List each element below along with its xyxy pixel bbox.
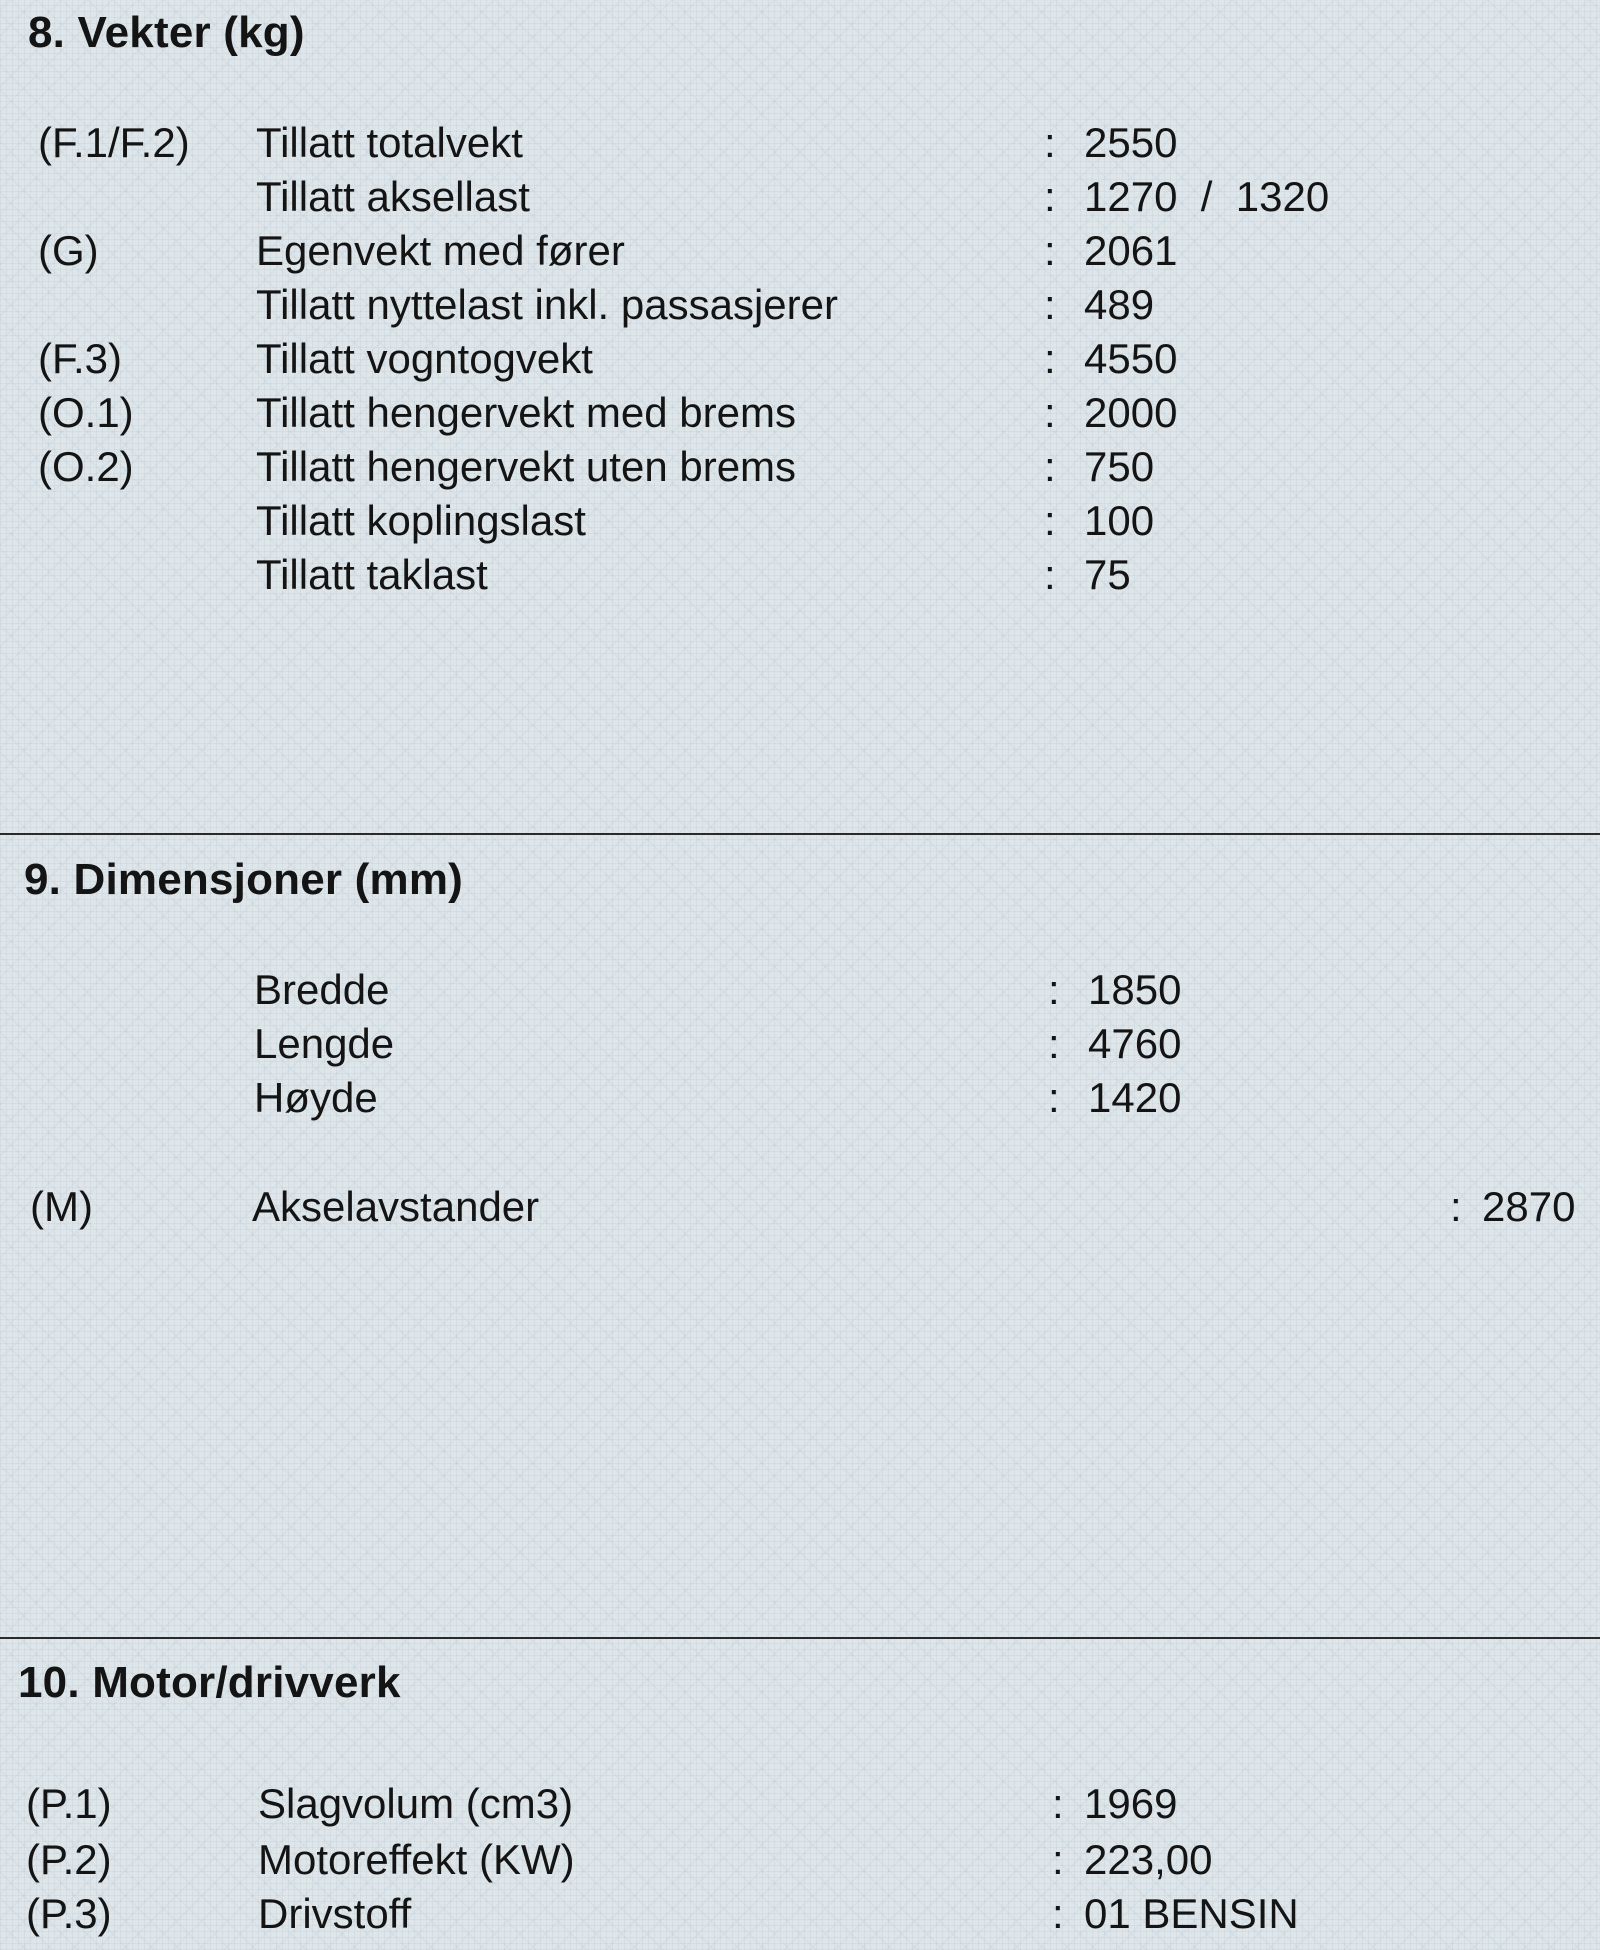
row-value: 4550 — [1084, 335, 1178, 382]
row-label: Tillatt vogntogvekt — [256, 335, 593, 382]
row-separator: : — [1044, 389, 1056, 436]
row-label: Akselavstander — [252, 1183, 540, 1230]
row-separator: : — [1044, 497, 1056, 544]
row-hengervekt-med-brems — [0, 386, 1600, 440]
row-bredde — [0, 963, 1600, 1017]
row-separator: : — [1048, 1074, 1060, 1121]
row-label: Drivstoff — [258, 1890, 412, 1937]
row-value: 1270 / 1320 — [1084, 173, 1330, 220]
row-separator: : — [1044, 551, 1056, 598]
row-separator: : — [1048, 1020, 1060, 1067]
row-separator: : — [1044, 119, 1056, 166]
row-separator: : — [1052, 1780, 1064, 1827]
row-value: 1850 — [1088, 966, 1182, 1013]
row-value: 4760 — [1088, 1020, 1182, 1067]
row-label: Motoreffekt (KW) — [258, 1836, 575, 1883]
row-separator: : — [1044, 227, 1056, 274]
row-separator: : — [1052, 1836, 1064, 1883]
row-label: Tillatt totalvekt — [256, 119, 523, 166]
row-value: 01 BENSIN — [1084, 1890, 1299, 1937]
section-heading-dimensjoner: 9. Dimensjoner (mm) — [24, 855, 464, 904]
row-label: Tillatt koplingslast — [256, 497, 586, 544]
row-code: (P.1) — [26, 1780, 112, 1827]
row-value: 75 — [1084, 551, 1131, 598]
row-label: Tillatt aksellast — [256, 173, 530, 220]
row-value: 750 — [1084, 443, 1155, 490]
section-divider — [0, 1637, 1600, 1639]
row-code: (P.3) — [26, 1890, 112, 1937]
row-label: Tillatt hengervekt med brems — [256, 389, 796, 436]
row-code: (O.2) — [38, 443, 134, 490]
row-label: Bredde — [254, 966, 390, 1013]
row-code: (F.3) — [38, 335, 122, 382]
row-value: 100 — [1084, 497, 1155, 544]
row-value: 489 — [1084, 281, 1155, 328]
row-tillatt-vogntogvekt — [0, 332, 1600, 386]
row-tillatt-aksellast — [0, 170, 1600, 224]
row-label: Høyde — [254, 1074, 378, 1121]
row-separator: : — [1052, 1890, 1064, 1937]
row-hoyde — [0, 1071, 1600, 1125]
row-tillatt-taklast — [0, 548, 1600, 602]
row-motoreffekt — [0, 1833, 1600, 1887]
row-code: (G) — [38, 227, 99, 274]
section-heading-vekter: 8. Vekter (kg) — [28, 8, 305, 57]
row-separator: : — [1044, 335, 1056, 382]
row-tillatt-koplingslast — [0, 494, 1600, 548]
row-tillatt-nyttelast — [0, 278, 1600, 332]
row-label: Tillatt hengervekt uten brems — [256, 443, 797, 490]
row-value: 2000 — [1084, 389, 1178, 436]
row-label: Egenvekt med fører — [256, 227, 625, 274]
row-label: Slagvolum (cm3) — [258, 1780, 574, 1827]
row-value: 1969 — [1084, 1780, 1178, 1827]
row-lengde — [0, 1017, 1600, 1071]
section-divider — [0, 833, 1600, 835]
row-separator: : — [1450, 1183, 1462, 1230]
row-label: Tillatt nyttelast inkl. passasjerer — [256, 281, 838, 328]
row-value: 1420 — [1088, 1074, 1182, 1121]
row-value: 2870 — [1482, 1183, 1576, 1230]
row-akselavstand — [0, 1180, 1600, 1234]
row-hengervekt-uten-brems — [0, 440, 1600, 494]
section-heading-motor: 10. Motor/drivverk — [18, 1658, 401, 1707]
row-label: Lengde — [254, 1020, 395, 1067]
row-label: Tillatt taklast — [256, 551, 488, 598]
row-tillatt-totalvekt — [0, 116, 1600, 170]
row-separator: : — [1048, 966, 1060, 1013]
row-code: (P.2) — [26, 1836, 112, 1883]
row-code: (F.1/F.2) — [38, 119, 190, 166]
row-separator: : — [1044, 443, 1056, 490]
row-separator: : — [1044, 173, 1056, 220]
row-value: 223,00 — [1084, 1836, 1213, 1883]
row-value: 2550 — [1084, 119, 1178, 166]
row-slagvolum — [0, 1777, 1600, 1831]
row-value: 2061 — [1084, 227, 1178, 274]
row-egenvekt-med-forer — [0, 224, 1600, 278]
row-separator: : — [1044, 281, 1056, 328]
row-drivstoff — [0, 1887, 1600, 1941]
row-code: (O.1) — [38, 389, 134, 436]
row-code: (M) — [30, 1183, 93, 1230]
